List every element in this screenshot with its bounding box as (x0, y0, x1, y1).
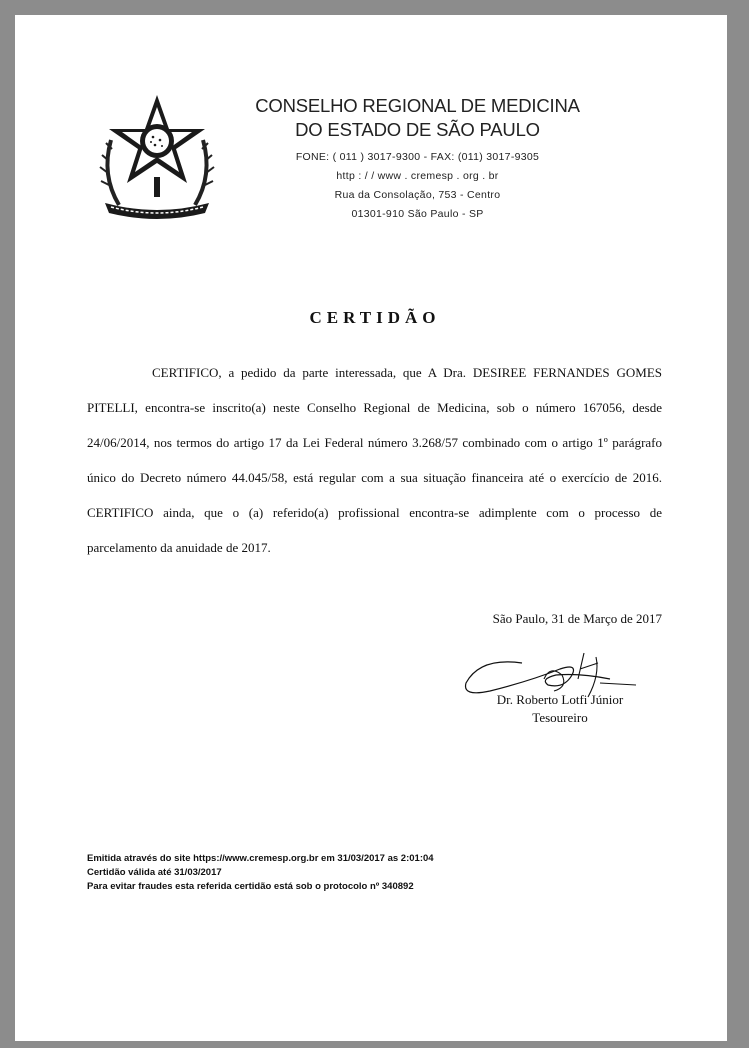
postal-code: 01301-910 São Paulo - SP (351, 208, 484, 220)
footer-issued: Emitida através do site https://www.cremesp.org.br em 31/03/2017 as 2:01:04 (87, 853, 434, 864)
org-name-line1: CONSELHO REGIONAL DE MEDICINA (255, 95, 580, 116)
body-line: CERTIFICO ainda, que o (a) referido(a) profissional encontra-se adimplente com o processo de (87, 505, 662, 520)
body-line: 24/06/2014, nos termos do artigo 17 da Lei Federal número 3.268/57 combinado com o artigo 1º parágrafo (87, 435, 662, 450)
document-title: CERTIDÃO (309, 308, 441, 327)
signer-name: Dr. Roberto Lotfi Júnior (496, 692, 624, 707)
footer-validity: Certidão válida até 31/03/2017 (87, 867, 222, 878)
body-line: PITELLI, encontra-se inscrito(a) neste Conselho Regional de Medicina, sob o número 167056, desde (87, 400, 662, 415)
place-date: São Paulo, 31 de Março de 2017 (492, 611, 662, 626)
certificate-page (15, 15, 727, 1041)
body-line: parcelamento da anuidade de 2017. (87, 540, 271, 555)
website: http : / / www . cremesp . org . br (336, 170, 499, 182)
signer-role: Tesoureiro (532, 710, 588, 725)
body-line: único do Decreto número 44.045/58, está regular com a sua situação financeira até o exercício de 2016. (87, 470, 662, 485)
address: Rua da Consolação, 753 - Centro (334, 189, 501, 201)
phone-fax: FONE: ( 011 ) 3017-9300 - FAX: (011) 3017-9305 (295, 151, 540, 163)
brazil-coat-of-arms-icon (97, 85, 217, 225)
org-name-line2: DO ESTADO DE SÃO PAULO (295, 119, 540, 140)
footer-protocol: Para evitar fraudes esta referida certidão está sob o protocolo nº 340892 (87, 881, 414, 892)
body-line: CERTIFICO, a pedido da parte interessada, que A Dra. DESIREE FERNANDES GOMES (152, 365, 662, 380)
